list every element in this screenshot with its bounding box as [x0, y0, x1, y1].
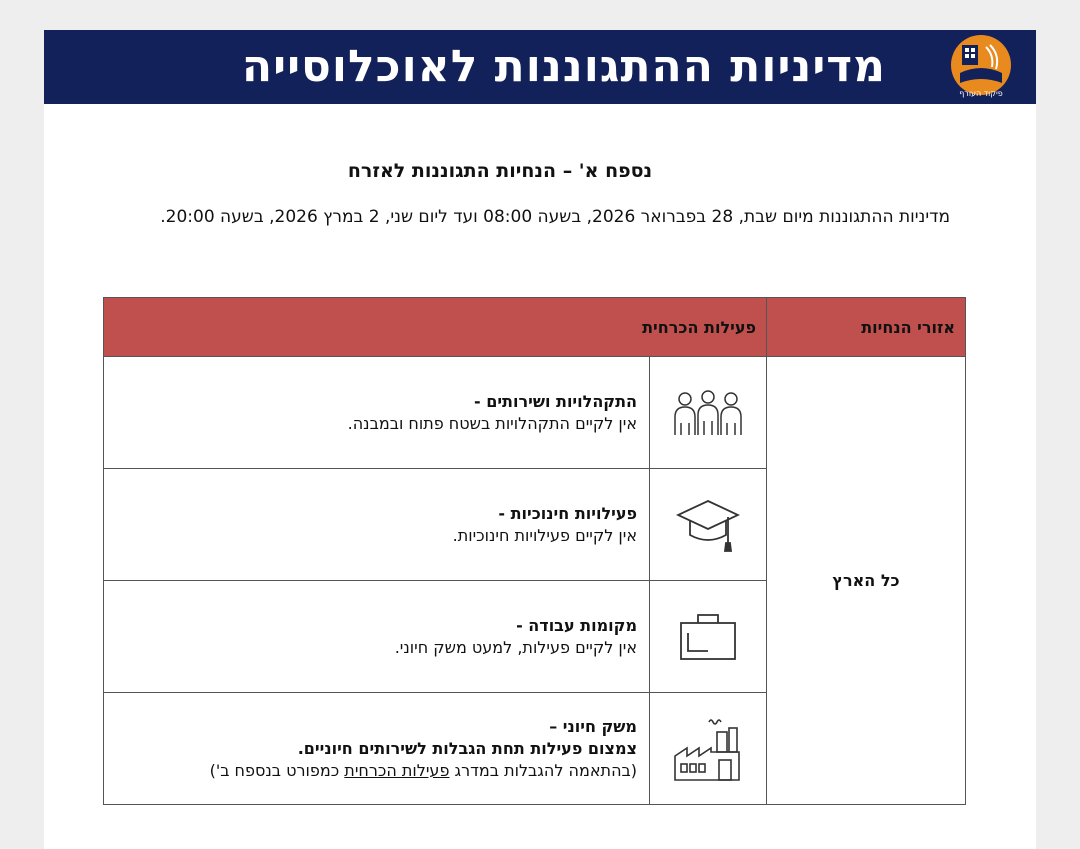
- table-row: [104, 357, 966, 469]
- activity-title: פעילויות חינוכיות -: [498, 503, 638, 523]
- note-prefix: (בהתאמה להגבלות במדרג: [449, 760, 638, 780]
- briefcase-icon: [650, 581, 767, 693]
- zone-cell: כל הארץ: [767, 357, 966, 805]
- activity-cell: [104, 469, 650, 581]
- activity-title: מקומות עבודה -: [516, 615, 638, 635]
- activity-cell: [104, 357, 650, 469]
- activity-text: אין לקיים פעילות, למעט משק חיוני.: [394, 637, 638, 657]
- banner-title: מדיניות ההתגוננות לאוכלוסייה: [241, 41, 886, 92]
- svg-text:פיקוד העורף: פיקוד העורף: [959, 89, 1003, 98]
- policy-period-text: מדיניות ההתגוננות מיום שבת, 28 בפברואר 2026, בשעה 08:00 ועד ליום שני, 2 במרץ 2026, בשעה 20:00.: [160, 207, 950, 227]
- factory-icon: [650, 693, 767, 805]
- activity-subtitle: צמצום פעילות תחת הגבלות לשירותים חיוניים.: [297, 738, 638, 758]
- note-link[interactable]: פעילות הכרחית: [344, 760, 450, 780]
- activity-title: התקהלויות ושירותים -: [473, 391, 638, 411]
- activity-text: אין לקיים פעילויות חינוכיות.: [452, 525, 638, 545]
- activity-header: פעילות הכרחית: [104, 298, 767, 357]
- header-banner: [44, 30, 1036, 104]
- activity-note: [116, 760, 637, 782]
- home-front-command-logo: [948, 33, 1014, 101]
- zones-header: אזורי הנחיות: [767, 298, 966, 357]
- note-suffix: כמפורט בנספח ב'): [209, 760, 345, 780]
- graduation-cap-icon: [650, 469, 767, 581]
- activity-title: משק חיוני –: [549, 716, 638, 736]
- activity-text: אין לקיים התקהלויות בשטח פתוח ובמבנה.: [347, 413, 638, 433]
- document-title: נספח א' – הנחיות התגוננות לאזרח: [347, 160, 653, 182]
- activity-cell: [104, 693, 650, 805]
- activity-cell: [104, 581, 650, 693]
- policy-table: [103, 297, 966, 805]
- people-group-icon: [650, 357, 767, 469]
